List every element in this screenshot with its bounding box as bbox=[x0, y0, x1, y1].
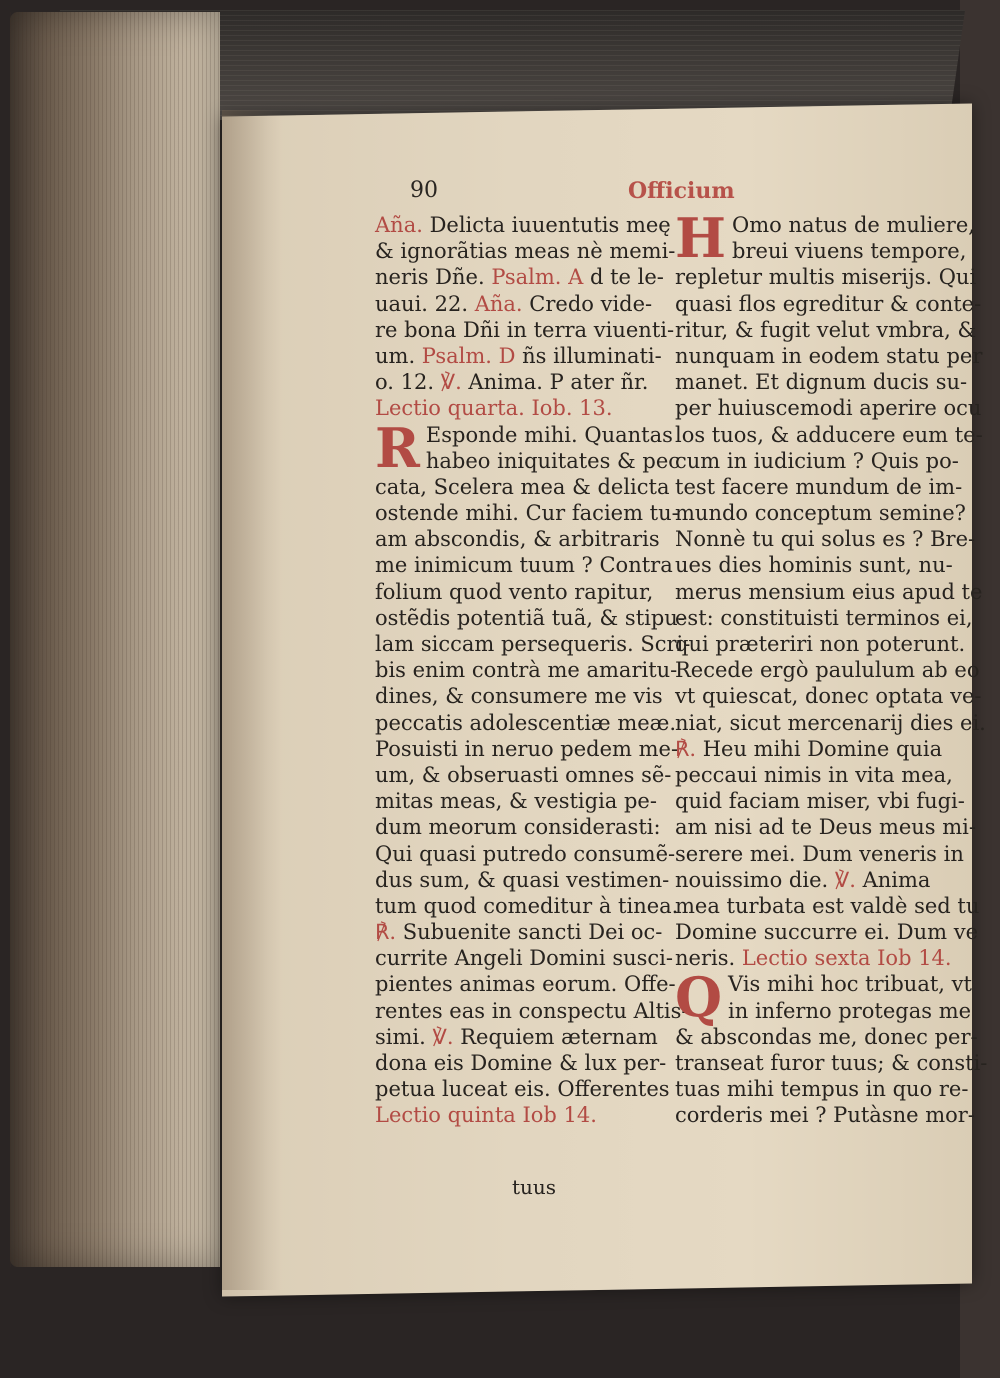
text-line bbox=[675, 395, 982, 421]
text-line bbox=[375, 1102, 657, 1128]
body-text: um, & obseruasti omnes sẽ- bbox=[375, 762, 672, 787]
body-text: Anima bbox=[855, 867, 931, 892]
body-text: petua luceat eis. Offerentes bbox=[375, 1077, 670, 1102]
text-line bbox=[375, 343, 662, 369]
body-text: tuas mihi tempus in quo re- bbox=[675, 1077, 969, 1102]
text-line bbox=[675, 841, 965, 867]
body-text: Esponde mihi. Quantas bbox=[425, 422, 673, 447]
rubric-text: ℟. bbox=[375, 920, 397, 945]
body-text: bis enim contrà me amaritu- bbox=[375, 658, 678, 683]
body-text: dines, & consumere me vis bbox=[375, 684, 663, 709]
body-text: vt quiescat, donec optata ve- bbox=[675, 684, 982, 709]
text-line bbox=[675, 1076, 969, 1102]
text-line bbox=[675, 552, 965, 578]
body-text: re bona Dñi in terra viuenti- bbox=[375, 317, 675, 342]
body-text: in inferno protegas me bbox=[728, 998, 972, 1023]
body-text: mitas meas, & vestigia pe- bbox=[375, 789, 657, 814]
text-line bbox=[375, 710, 677, 736]
rubric-text: Psalm. D bbox=[421, 343, 516, 368]
text-line bbox=[375, 552, 673, 578]
body-text: ues dies hominis sunt, nu- bbox=[675, 553, 953, 578]
body-text: o. 12. bbox=[375, 370, 441, 395]
body-text: & ignorãtias meas nè memi- bbox=[375, 239, 676, 264]
rubric-text: ℟. bbox=[675, 736, 697, 761]
text-line bbox=[375, 893, 679, 919]
body-text: niat, sicut mercenarij dies ei. bbox=[675, 710, 986, 735]
rubric-text: ℣. bbox=[432, 1024, 454, 1049]
left-text-column bbox=[375, 212, 691, 1129]
rubric-text: ℣. bbox=[440, 370, 462, 395]
text-line bbox=[375, 919, 663, 945]
text-line bbox=[375, 317, 675, 343]
body-text: Subuenite sancti Dei oc- bbox=[396, 920, 663, 945]
body-text: folium quod vento rapitur, bbox=[375, 579, 654, 604]
body-text: simi. bbox=[375, 1024, 433, 1049]
page-text-area bbox=[370, 178, 988, 1178]
body-text: mea turbata est valdè sed tu bbox=[675, 893, 980, 918]
drop-capital: R bbox=[375, 415, 420, 480]
body-text: Credo vide- bbox=[522, 291, 653, 316]
rubric-text: Aña. bbox=[474, 291, 523, 316]
body-text: ostende mihi. Cur faciem tu- bbox=[375, 501, 679, 526]
body-text: Domine succurre ei. Dum ve bbox=[675, 920, 979, 945]
body-text: serere mei. Dum veneris in bbox=[675, 841, 964, 866]
text-line bbox=[675, 605, 973, 631]
text-line bbox=[375, 1024, 657, 1050]
text-line bbox=[675, 710, 986, 736]
body-text: transeat furor tuus; & consti- bbox=[675, 1051, 988, 1075]
body-text: mundo conceptum semine? bbox=[675, 501, 966, 526]
text-line bbox=[675, 500, 965, 526]
rubric-text: Aña. bbox=[375, 213, 423, 237]
body-text: Posuisti in neruo pedem me- bbox=[375, 736, 679, 761]
text-line bbox=[375, 474, 670, 500]
text-line bbox=[375, 212, 671, 238]
body-text: dus sum, & quasi vestimen- bbox=[375, 867, 670, 892]
text-line bbox=[675, 369, 968, 395]
body-text: Recede ergò paululum ab eo bbox=[675, 658, 980, 683]
text-line bbox=[375, 579, 657, 605]
body-text: corderis mei ? Putàsne mor- bbox=[675, 1103, 975, 1128]
body-text: Omo natus de muliere, bbox=[732, 213, 975, 237]
body-text: cata, Scelera mea & delicta bbox=[375, 474, 670, 499]
body-text: quasi flos egreditur & conte- bbox=[675, 291, 982, 316]
body-text: peccatis adolescentiæ meæ. bbox=[375, 710, 677, 735]
text-line bbox=[675, 422, 983, 448]
body-text: breui viuens tempore, bbox=[732, 239, 967, 264]
body-text: currite Angeli Domini susci- bbox=[375, 946, 673, 971]
body-text: d te le- bbox=[583, 265, 664, 290]
text-line bbox=[375, 841, 676, 867]
text-line bbox=[675, 1024, 978, 1050]
body-text: pientes animas eorum. Offe- bbox=[375, 972, 676, 997]
text-line bbox=[375, 526, 660, 552]
text-line bbox=[375, 395, 657, 421]
catchword: tuus bbox=[512, 1175, 557, 1199]
body-text: los tuos, & adducere eum te- bbox=[675, 422, 983, 447]
text-line bbox=[375, 291, 657, 317]
text-line bbox=[375, 945, 673, 971]
body-text: repletur multis miserijs. Qui bbox=[675, 265, 977, 290]
text-line bbox=[675, 814, 976, 840]
body-text: manet. Et dignum ducis su- bbox=[675, 370, 968, 395]
text-line bbox=[675, 788, 965, 814]
text-line bbox=[675, 893, 980, 919]
body-text: Vis mihi hoc tribuat, vt bbox=[728, 972, 972, 997]
text-line bbox=[375, 631, 691, 657]
text-line bbox=[375, 998, 689, 1024]
rubric-text: Lectio quinta Iob 14. bbox=[375, 1103, 597, 1128]
text-line bbox=[675, 657, 980, 683]
rubric-text: Lectio sexta Iob 14. bbox=[741, 946, 952, 971]
text-line bbox=[675, 448, 965, 474]
text-line bbox=[675, 291, 982, 317]
body-text: habeo iniquitates & pec bbox=[425, 448, 681, 473]
text-line bbox=[375, 814, 661, 840]
text-line bbox=[375, 971, 676, 997]
body-text: am nisi ad te Deus meus mi- bbox=[675, 815, 976, 840]
drop-capital: Q bbox=[675, 965, 723, 1030]
text-line bbox=[375, 657, 678, 683]
text-line bbox=[675, 474, 965, 500]
text-line bbox=[375, 1050, 667, 1076]
text-line bbox=[675, 919, 979, 945]
body-text: uaui. 22. bbox=[375, 291, 475, 316]
text-line bbox=[375, 736, 679, 762]
body-text: qui præteriri non poterunt. bbox=[675, 632, 966, 656]
body-text: est: constituisti terminos ei, bbox=[675, 605, 973, 630]
body-text: Requiem æternam bbox=[453, 1024, 658, 1049]
text-line bbox=[675, 264, 977, 290]
text-line bbox=[375, 500, 679, 526]
drop-capital: H bbox=[675, 206, 727, 270]
body-text: peccaui nimis in vita mea, bbox=[675, 762, 953, 787]
body-text: ritur, & fugit velut vmbra, & bbox=[675, 317, 977, 342]
body-text: test facere mundum de im- bbox=[675, 474, 963, 499]
rubric-text: Psalm. A bbox=[491, 265, 584, 290]
body-text: Nonnè tu qui solus es ? Bre- bbox=[675, 527, 976, 552]
text-line bbox=[675, 762, 965, 788]
text-line bbox=[375, 605, 685, 631]
body-text: am abscondis, & arbitraris bbox=[375, 527, 660, 552]
body-text: nunquam in eodem statu per bbox=[675, 343, 983, 368]
text-line bbox=[675, 945, 965, 971]
body-text: & abscondas me, donec per- bbox=[675, 1024, 978, 1049]
text-line bbox=[375, 264, 664, 290]
text-line bbox=[375, 867, 670, 893]
body-text: Heu mihi Domine quia bbox=[696, 736, 943, 761]
rubric-text: Lectio quarta. Iob. 13. bbox=[375, 396, 613, 421]
body-text: nouissimo die. bbox=[675, 867, 835, 892]
text-line bbox=[375, 1076, 670, 1102]
text-line bbox=[375, 683, 663, 709]
text-line bbox=[675, 526, 976, 552]
body-text: neris. bbox=[675, 946, 742, 971]
page-gutter-shadow bbox=[222, 110, 282, 1290]
text-line bbox=[675, 343, 983, 369]
text-line bbox=[675, 683, 982, 709]
body-text: Anima. P ater ñr. bbox=[461, 370, 649, 395]
body-text: cum in iudicium ? Quis po- bbox=[675, 448, 959, 473]
body-text: ñs illuminati- bbox=[515, 343, 662, 368]
body-text: ostẽdis potentiã tuã, & stipu- bbox=[375, 605, 685, 630]
page-header bbox=[370, 178, 970, 208]
book-fore-edge bbox=[10, 12, 220, 1267]
body-text: per huiuscemodi aperire ocu bbox=[675, 396, 982, 421]
text-line bbox=[675, 631, 965, 657]
text-line bbox=[375, 762, 672, 788]
body-text: quid faciam miser, vbi fugi- bbox=[675, 789, 965, 814]
running-title: Officium bbox=[628, 178, 735, 204]
body-text: Qui quasi putredo consumẽ- bbox=[375, 841, 676, 866]
body-text: rentes eas in conspectu Altis- bbox=[375, 998, 689, 1023]
body-text: dona eis Domine & lux per- bbox=[375, 1051, 667, 1075]
rubric-text: ℣. bbox=[834, 867, 856, 892]
page-number: 90 bbox=[410, 178, 438, 203]
body-text: lam siccam persequeris. Scri- bbox=[375, 632, 691, 656]
text-line bbox=[675, 1102, 975, 1128]
right-text-column bbox=[675, 206, 988, 1129]
text-line bbox=[675, 867, 965, 893]
text-line bbox=[675, 579, 983, 605]
body-text: merus mensium eius apud te bbox=[675, 579, 983, 604]
body-text: me inimicum tuum ? Contra bbox=[375, 553, 673, 578]
body-text: neris Dñe. bbox=[375, 265, 492, 290]
body-text: um. bbox=[375, 343, 422, 368]
text-line bbox=[675, 736, 965, 762]
body-text: tum quod comeditur à tinea. bbox=[375, 893, 679, 918]
text-line bbox=[375, 238, 676, 264]
text-line bbox=[375, 369, 657, 395]
body-text: dum meorum considerasti: bbox=[375, 815, 661, 840]
text-line bbox=[675, 1050, 988, 1076]
text-line bbox=[375, 788, 657, 814]
body-text: Delicta iuuentutis meę bbox=[422, 213, 671, 237]
text-line bbox=[675, 317, 977, 343]
